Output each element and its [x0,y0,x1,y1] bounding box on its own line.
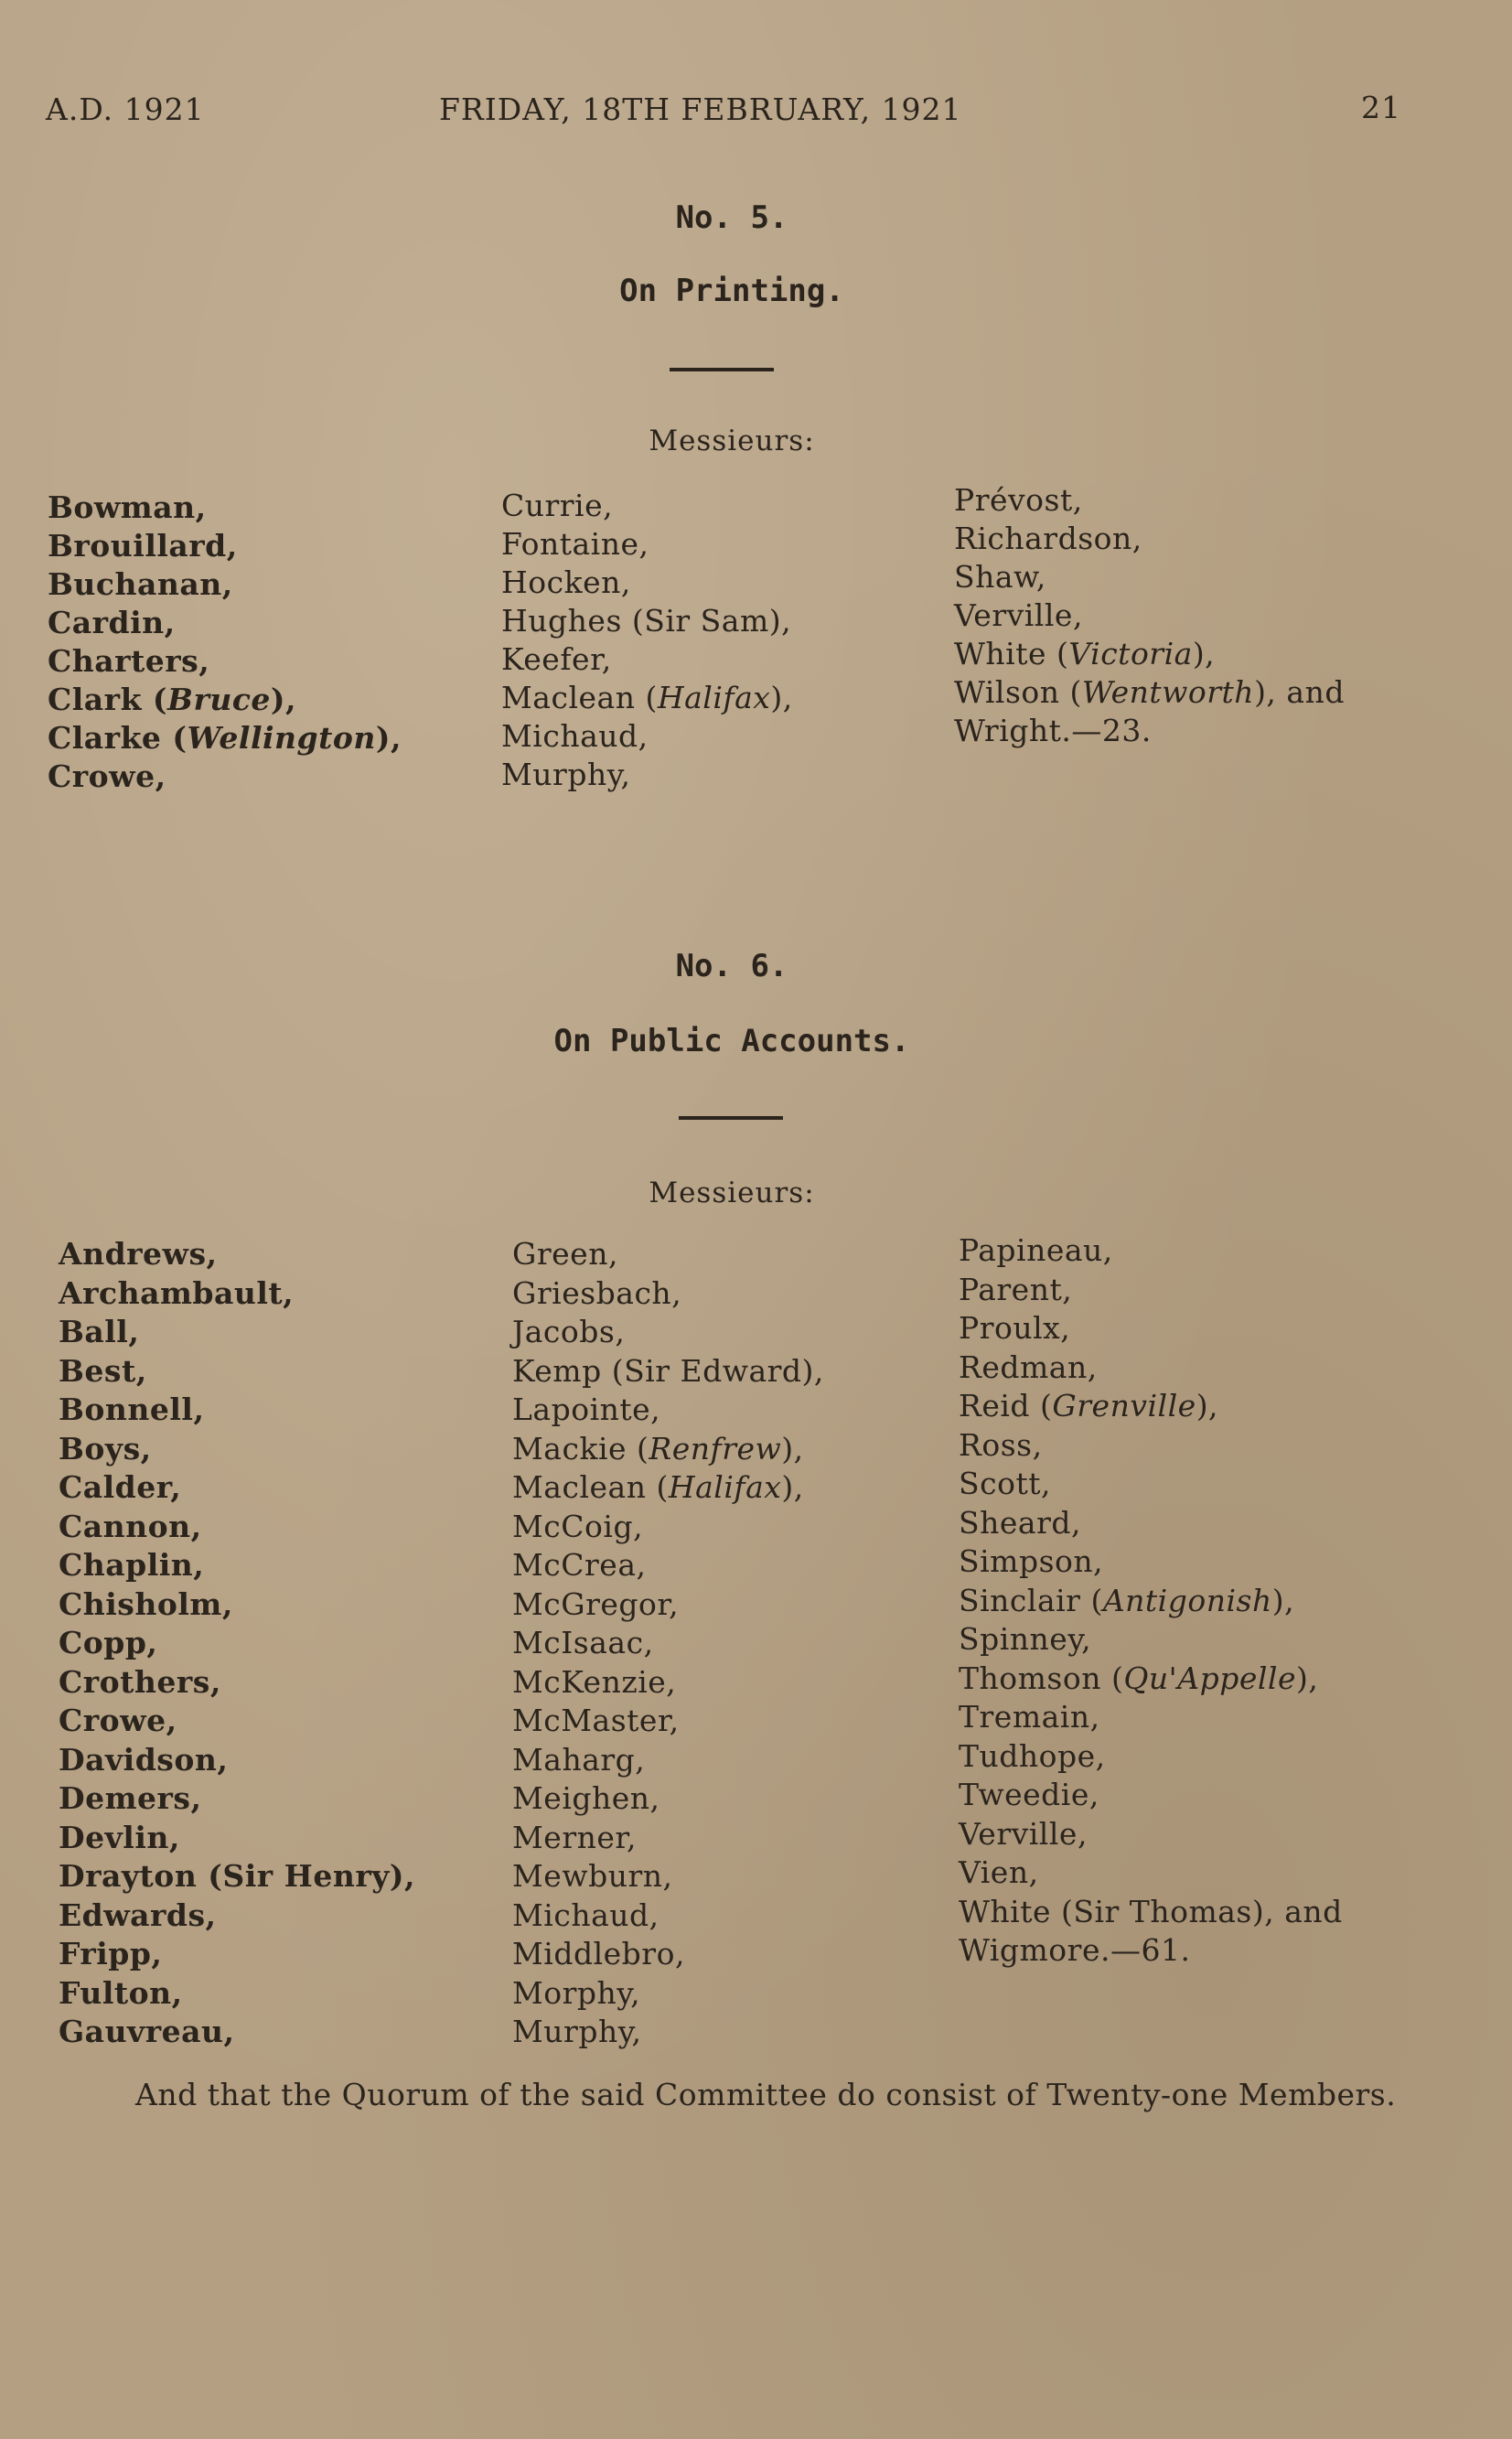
member-surname: Richardson, [954,521,1142,556]
section-6-column-1 [59,1235,415,2052]
member-name [512,1585,824,1625]
section-5-messieurs: Messieurs: [649,424,815,457]
member-surname: Clarke ( [48,720,188,756]
section-5-title: On Printing. [619,273,844,309]
member-name [59,1779,415,1819]
member-surname: Cardin, [48,605,176,640]
member-surname: Michaud, [501,718,649,754]
member-name [501,717,793,756]
member-surname: Mackie ( [512,1430,649,1467]
member-surname: Currie, [501,488,614,523]
member-name [59,1508,415,1547]
member-name [59,1585,415,1625]
member-name [512,1430,824,1469]
member-surname: Archambault, [59,1274,295,1311]
member-suffix: ), [1271,1582,1295,1618]
member-name [954,481,1345,520]
member-surname: Papineau, [959,1232,1113,1268]
member-name [959,1737,1343,1777]
member-name [959,1582,1343,1621]
member-surname: Maclean ( [501,680,658,715]
member-surname: Thomson ( [959,1660,1124,1696]
member-surname: Proulx, [959,1310,1071,1346]
member-name [959,1698,1343,1737]
member-name [512,1702,824,1741]
member-suffix: ), [1196,1388,1219,1424]
member-surname: Murphy, [501,757,631,792]
member-surname: Griesbach, [512,1274,682,1311]
member-surname: McKenzie, [512,1663,677,1700]
member-name [959,1309,1343,1348]
member-surname: Ball, [59,1314,140,1349]
member-suffix: ), [1192,636,1216,672]
member-constituency: Qu'Appelle [1123,1660,1296,1696]
member-name [48,757,402,796]
member-name [59,1935,415,1974]
member-name [959,1776,1343,1815]
member-name [48,681,402,719]
member-surname: Wright.—23. [954,713,1152,748]
member-surname: Sinclair ( [959,1582,1103,1618]
member-surname: Mewburn, [512,1858,673,1894]
member-constituency: Halifax [657,680,771,715]
member-name [59,1430,415,1469]
member-surname: Hocken, [501,564,631,600]
member-surname: Bonnell, [59,1391,205,1427]
member-suffix: ), [375,720,402,756]
member-name [59,1546,415,1585]
member-constituency: Halifax [668,1469,782,1505]
member-name [501,640,793,679]
member-name [959,1853,1343,1893]
member-surname: Tudhope, [959,1737,1106,1774]
member-surname: White (Sir Thomas), and [959,1893,1343,1929]
member-surname: Morphy, [512,1974,641,2011]
section-5-rule [670,368,774,371]
member-surname: Reid ( [959,1388,1053,1424]
member-surname: Chisholm, [59,1585,233,1622]
member-surname: Clark ( [48,682,168,717]
member-surname: Copp, [59,1625,158,1660]
member-name [59,1702,415,1741]
member-surname: McCrea, [512,1547,647,1583]
member-name [59,1391,415,1430]
page-number: 21 [1361,90,1401,125]
member-name [512,1274,824,1314]
member-surname: Andrews, [59,1236,218,1272]
member-name [959,1387,1343,1426]
member-name [512,1546,824,1585]
member-name [954,673,1345,712]
member-surname: Tweedie, [959,1777,1099,1812]
member-surname: Brouillard, [48,528,238,564]
member-name [48,719,402,757]
member-surname: Drayton (Sir Henry), [59,1858,415,1894]
member-surname: Boys, [59,1430,152,1467]
member-name [959,1815,1343,1854]
member-name [512,1508,824,1547]
member-name [48,604,402,642]
member-surname: Bowman, [48,489,207,525]
member-surname: Jacobs, [512,1314,626,1349]
member-name [512,1313,824,1352]
member-name [59,1974,415,2014]
member-surname: Fripp, [59,1936,163,1972]
member-name [959,1426,1343,1466]
member-name [959,1504,1343,1543]
member-name [59,1896,415,1936]
member-name [512,1935,824,1974]
member-name [959,1231,1343,1271]
member-surname: Tremain, [959,1699,1100,1735]
member-surname: Davidson, [59,1741,229,1778]
member-name [512,1974,824,2014]
member-surname: Maclean ( [512,1469,669,1505]
member-surname: Murphy, [512,2014,642,2049]
member-surname: Cannon, [59,1508,202,1544]
member-suffix: ), [770,680,793,715]
member-name [59,1741,415,1780]
member-name [59,1352,415,1391]
member-name [954,712,1345,750]
member-name [959,1542,1343,1582]
member-name [501,756,793,794]
member-surname: White ( [954,636,1069,672]
member-name [512,1391,824,1430]
member-surname: Sheard, [959,1504,1081,1541]
member-suffix: ), [1296,1660,1319,1696]
member-constituency: Wentworth [1081,674,1255,710]
member-constituency: Renfrew [649,1430,782,1467]
member-surname: Meighen, [512,1780,660,1816]
member-name [59,1624,415,1663]
member-surname: Fontaine, [501,526,649,562]
member-name [59,1313,415,1352]
member-surname: Prévost, [954,482,1083,518]
member-surname: Keefer, [501,641,612,677]
member-surname: Hughes (Sir Sam), [501,603,792,639]
member-constituency: Victoria [1068,636,1193,672]
member-name [512,1741,824,1780]
member-surname: Crowe, [59,1703,177,1738]
member-name [959,1660,1343,1699]
section-6-title: On Public Accounts. [553,1023,910,1059]
member-surname: Best, [59,1352,147,1389]
member-surname: McCoig, [512,1508,644,1544]
section-6-column-3 [959,1231,1343,1971]
section-5-column-3 [954,481,1345,750]
member-surname: Verville, [954,597,1083,633]
member-surname: Wilson ( [954,674,1082,710]
member-name [59,1235,415,1274]
member-surname: Simpson, [959,1543,1104,1579]
member-name [48,642,402,681]
section-6-number: No. 6. [675,948,788,984]
member-surname: Demers, [59,1780,202,1816]
member-name [959,1893,1343,1932]
member-name [512,1663,824,1703]
section-6-messieurs: Messieurs: [649,1177,815,1209]
member-name [954,596,1345,635]
member-suffix: ), [781,1430,804,1467]
member-name [959,1620,1343,1660]
member-surname: Chaplin, [59,1547,205,1583]
member-surname: Scott, [959,1466,1051,1501]
running-head-year: A.D. 1921 [46,91,205,127]
member-name [59,1663,415,1703]
member-name [501,602,793,640]
member-name [48,565,402,604]
member-surname: Middlebro, [512,1936,685,1972]
member-suffix: ), [270,682,297,717]
member-surname: Redman, [959,1348,1098,1385]
member-name [48,527,402,565]
member-name [959,1348,1343,1388]
member-surname: McGregor, [512,1585,680,1622]
member-surname: Maharg, [512,1741,646,1778]
member-name [512,2013,824,2052]
section-5-column-1 [48,489,402,796]
member-surname: McMaster, [512,1703,680,1738]
member-surname: Parent, [959,1271,1073,1307]
section-5-column-2 [501,487,793,794]
member-surname: Green, [512,1236,618,1272]
member-surname: Buchanan, [48,566,233,602]
member-name [501,679,793,717]
member-name [959,1271,1343,1310]
member-name [959,1931,1343,1971]
member-name [512,1235,824,1274]
member-name [59,1274,415,1314]
member-surname: Kemp (Sir Edward), [512,1352,824,1389]
member-surname: Edwards, [59,1896,217,1933]
member-constituency: Grenville [1052,1388,1196,1424]
member-name [512,1468,824,1508]
member-name [501,525,793,564]
member-surname: Charters, [48,643,210,679]
member-surname: Spinney, [959,1621,1092,1657]
member-name [954,520,1345,558]
member-name [59,2013,415,2052]
member-surname: Fulton, [59,1974,183,2011]
member-surname: Lapointe, [512,1391,661,1427]
member-surname: Wigmore.—61. [959,1932,1191,1968]
member-surname: Vien, [959,1854,1039,1890]
member-surname: Gauvreau, [59,2014,235,2049]
section-5-number: No. 5. [675,199,788,236]
section-6-column-2 [512,1235,824,2052]
member-surname: Shaw, [954,559,1046,595]
member-name [48,489,402,527]
member-surname: Crowe, [48,758,166,794]
running-head-date: FRIDAY, 18TH FEBRUARY, 1921 [439,91,962,127]
section-6-rule [679,1116,783,1120]
member-surname: McIsaac, [512,1625,654,1660]
member-suffix: ), [781,1469,804,1505]
member-surname: Calder, [59,1469,182,1505]
member-name [59,1857,415,1896]
member-surname: Ross, [959,1426,1043,1463]
member-constituency: Bruce [167,682,271,717]
member-name [512,1352,824,1391]
member-surname: Devlin, [59,1819,180,1855]
member-constituency: Wellington [187,720,376,756]
member-surname: Crothers, [59,1663,221,1700]
member-name [512,1779,824,1819]
member-name [59,1468,415,1508]
member-name [501,487,793,525]
member-surname: Merner, [512,1819,638,1855]
member-name [501,564,793,602]
member-surname: Michaud, [512,1896,659,1933]
quorum-statement: And that the Quorum of the said Committee do consist of Twenty-one Members. [135,2077,1397,2112]
member-surname: Verville, [959,1815,1088,1852]
member-name [512,1896,824,1936]
member-constituency: Antigonish [1102,1582,1272,1618]
member-name [954,558,1345,596]
member-name [59,1819,415,1858]
member-name [954,635,1345,673]
member-name [959,1465,1343,1504]
member-suffix: ), and [1254,674,1345,710]
member-name [512,1624,824,1663]
member-name [512,1819,824,1858]
member-name [512,1857,824,1896]
